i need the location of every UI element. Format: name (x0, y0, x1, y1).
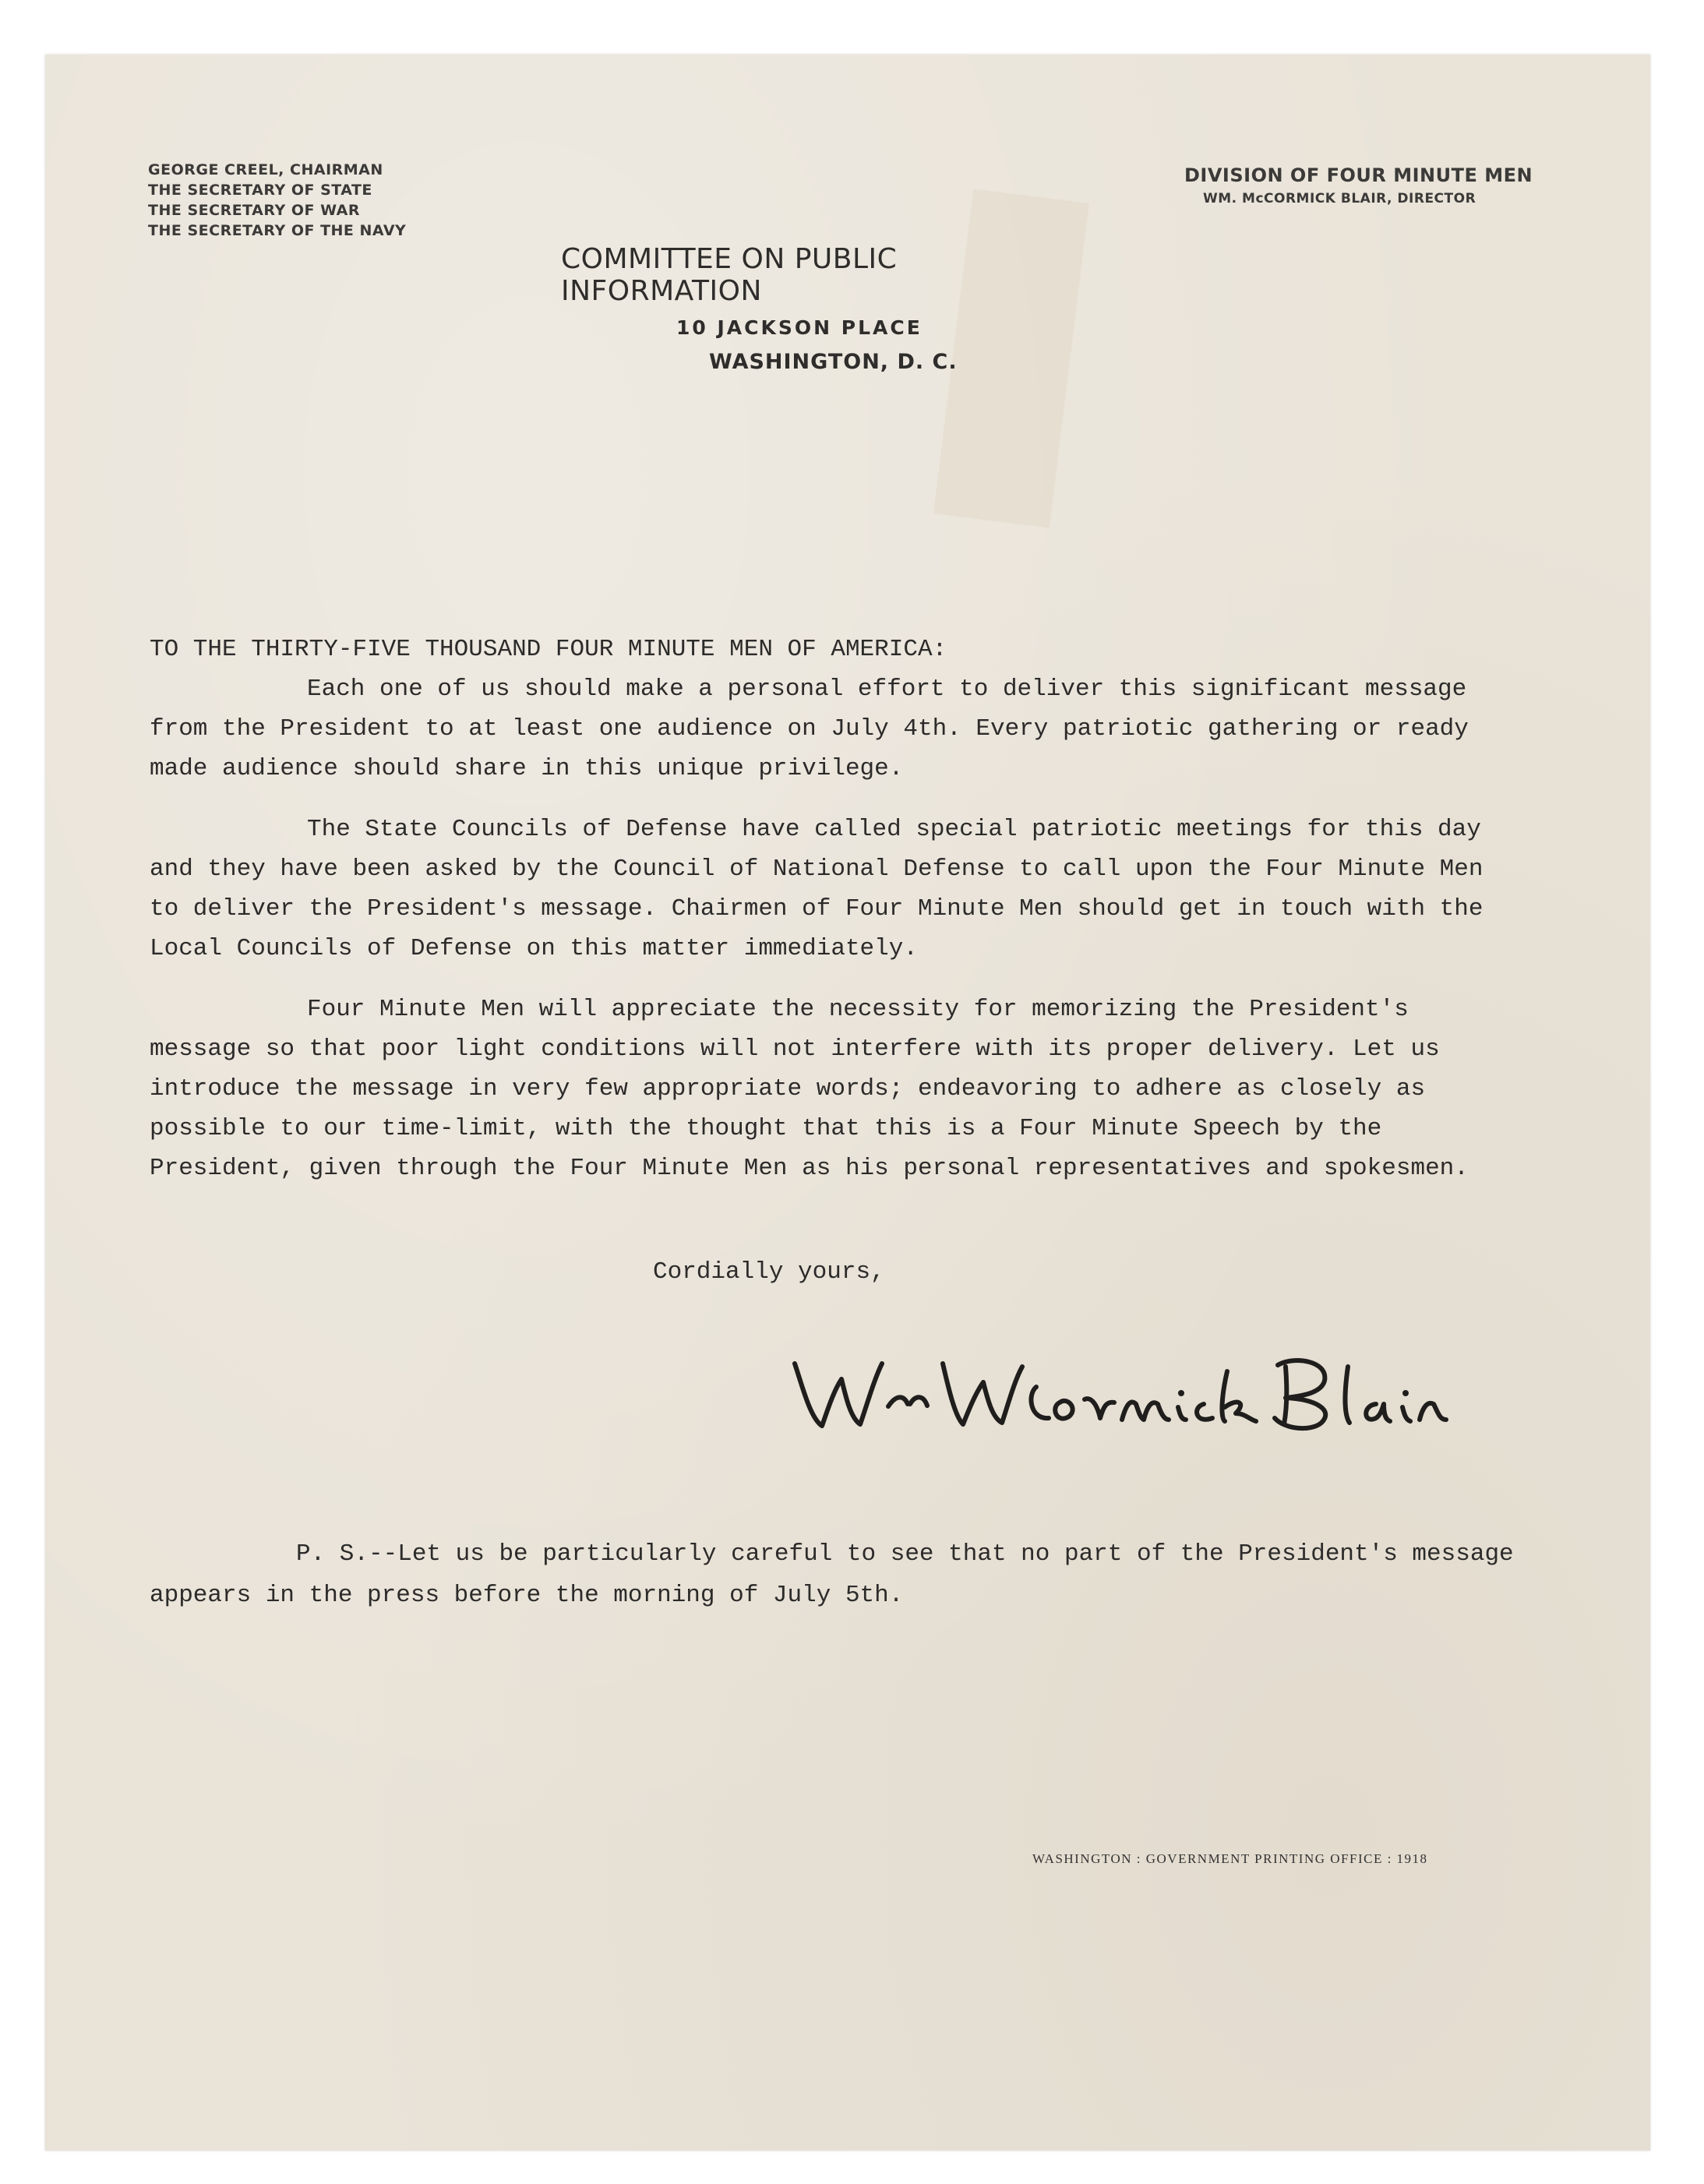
division-director: WM. McCORMICK BLAIR, DIRECTOR (1203, 191, 1476, 206)
salutation: TO THE THIRTY-FIVE THOUSAND FOUR MINUTE MEN OF AMERICA: (150, 636, 947, 663)
division-name: DIVISION OF FOUR MINUTE MEN (1184, 164, 1533, 186)
signature-image (779, 1332, 1465, 1449)
paragraph-2: The State Councils of Defense have called special patriotic meetings for this day and they have been asked by the Council of National Defense to call upon the Four Minute Men to deliver the President's message. Chairmen of Four Minute Men should get in touch with the Local Councils of Defense on this matter immediately. (150, 816, 1484, 962)
committee-name: COMMITTEE ON PUBLIC INFORMATION (561, 243, 898, 307)
postscript (150, 1533, 1521, 1616)
officer-state: THE SECRETARY OF STATE (148, 182, 372, 199)
officer-chairman: GEORGE CREEL, CHAIRMAN (148, 161, 383, 178)
division-stamp (1184, 164, 1533, 210)
committee-stamp (561, 243, 1091, 374)
officer-navy: THE SECRETARY OF THE NAVY (148, 222, 407, 239)
committee-city: WASHINGTON, D. C. (709, 350, 958, 374)
postscript-text: P. S.--Let us be particularly careful to see that no part of the President's message appears in the press before the morning of July 5th. (150, 1540, 1514, 1609)
paragraph-1: Each one of us should make a personal effort to deliver this significant message from the President to at least one audience on July 4th. Every patriotic gathering or ready made audience should share in this unique privilege. (150, 676, 1469, 782)
officers-list (148, 160, 406, 241)
paragraph-3: Four Minute Men will appreciate the necessity for memorizing the President's message so that poor light conditions will not interfere with its proper delivery. Let us introduce the message in very few appropriate words; endeavoring to adhere as closely as possible to our time-limit, with the thought that this is a Four Minute Speech by the President, given through the Four Minute Men as his personal representatives and spokesmen. (150, 996, 1469, 1182)
printer-imprint: WASHINGTON : GOVERNMENT PRINTING OFFICE : 1918 (1032, 1851, 1428, 1866)
officer-war: THE SECRETARY OF WAR (148, 202, 361, 219)
committee-address: 10 JACKSON PLACE (676, 316, 923, 339)
closing: Cordially yours, (653, 1258, 885, 1286)
letter-body (150, 630, 1521, 1188)
